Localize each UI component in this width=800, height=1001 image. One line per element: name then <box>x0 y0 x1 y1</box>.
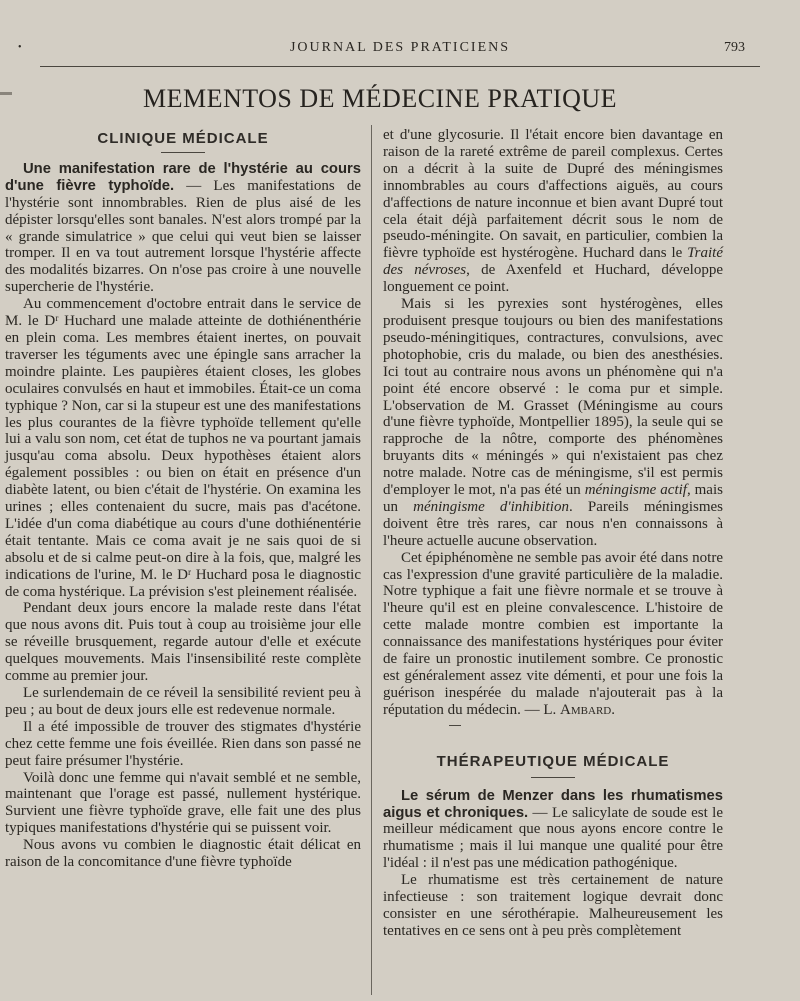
paragraph: Nous avons vu combien le diagnostic était délicat en raison de la concomitance d'une fièvre typhoïde <box>5 837 361 871</box>
page-number: 793 <box>724 40 745 55</box>
end-rule <box>449 725 461 726</box>
paragraph-text: , de Axenfeld et Huchard, développe longuement ce point. <box>383 262 723 296</box>
section-heading-therapeutique: THÉRAPEUTIQUE MÉDICALE <box>436 752 670 770</box>
paragraph <box>383 127 723 296</box>
paragraph-text: Mais si les pyrexies sont hystérogènes, elles produisent presque toujours ou bien des manifestations pseudo-méningitiques, contractures, convulsions, avec photophobie, cris du malade, ou bien des anesthésies. Ici tout au contraire nous avons un phénomène qui n'a point été encore observé : le coma pur et simple. L'observation de M. Grasset (Méningisme au cours d'une fièvre typhoïde, Montpellier 1895), la seule qui se rapproche de la nôtre, comporte des phénomènes bruyants dits « méningés » qui n'existaient pas chez notre malade. Notre cas de méningisme, s'il est permis d'employer le mot, n'a pas été un <box>383 296 723 499</box>
journal-title: JOURNAL DES PRATICIENS <box>289 40 511 55</box>
paragraph: Le rhumatisme est très certainement de nature infectieuse : son traitement logique devrait donc consister en une sérothérapie. Malheureusement les tentatives en ce sens ont à peu près complètement <box>383 872 723 939</box>
paragraph-text: — Le salicylate de soude est le meilleur médicament que nous ayons encore contre le rhumatisme ; mais il lui manque une qualité pour être l'idéal : il n'est pas une médication pathogénique. <box>383 804 723 872</box>
header-bullet: • <box>18 42 24 53</box>
paragraph <box>5 161 361 296</box>
paragraph-text: . <box>611 701 615 718</box>
paragraph <box>383 550 723 719</box>
paragraph: Il a été impossible de trouver des stigmates d'hystérie chez cette femme une fois éveillée. Rien dans son passé ne peut faire présumer l'hystérie. <box>5 718 361 769</box>
header-rule <box>40 66 760 67</box>
section-rule <box>531 777 575 778</box>
page-title: MEMENTOS DE MÉDECINE PRATIQUE <box>142 84 618 113</box>
paragraph-text: — Les manifestations de l'hystérie sont innombrables. Rien de plus aisé de les dépister lorsqu'elles sont banales. N'est alors trompé par la « grande simulatrice » que celui qui veut bien se laisser tromper. Il en va tout autrement lorsque l'hystérie affecte des modalités bizarres. On n'ose pas croire à une nouvelle supercherie de l'hystérie. <box>5 177 361 296</box>
paragraph <box>383 296 723 550</box>
section-heading-clinique: CLINIQUE MÉDICALE <box>97 130 269 147</box>
article-lead-title: Le sérum de Menzer dans les rhumatismes aigus et chroniques. <box>383 787 723 821</box>
paragraph-text: . Pareils méningismes doivent être très rares, car nous n'en connaissons à l'heure actuelle aucune observation. <box>383 498 723 549</box>
paragraph: Le surlendemain de ce réveil la sensibilité revient peu à peu ; au bout de deux jours elle est redevenue normale. <box>5 685 361 718</box>
paragraph <box>383 788 723 873</box>
italic-term: méningisme d'inhibition <box>413 498 569 515</box>
paragraph: Voilà donc une femme qui n'avait semblé et ne semble, maintenant que l'orage est passé, nullement hystérique. Survient une fièvre typhoïde grave, elle fait une des plus typiques manifestations d'hystérie qui se puissent voir. <box>5 769 361 837</box>
paragraph: Pendant deux jours encore la malade reste dans l'état que nous avons dit. Puis tout à coup au troisième jour elle se réveille brusquement, regarde autour d'elle et exécute quelques mouvements. Mais l'insensibilité reste complète comme au premier jour. <box>5 600 361 685</box>
article-lead-title: Une manifestation rare de l'hystérie au cours d'une fièvre typhoïde. <box>5 160 361 194</box>
paragraph: Au commencement d'octobre entrait dans le service de M. le Dʳ Huchard une malade atteinte de dothiénenthérie en plein coma. Les membres étaient inertes, on pouvait traverser les téguments avec une épingle sans arracher la moindre plainte. Les paupières étaient closes, les globes oculaires convulsés en haut et immobiles. Était-ce un coma typhique ? Non, car si la stupeur est une des manifestations les plus courantes de la fièvre typhoïde tellement qu'elle lui a valu son nom, cet état de tuphos ne va pourtant jamais jusqu'au coma absolu. Deux hypothèses étaient alors également possibles : ou bien on était en présence d'un diabète latent, ou bien c'était de l'hystérie. On examina les urines ; elles contenaient du sucre, mais pas d'acétone. L'idée d'un coma diabétique au cours d'une dothiénentérie était tentante. Mais ce coma avait je ne sais quoi de si absolu et de si calme peut-on dire à la fois, que, malgré les indications de l'urine, M. le Dʳ Huchard posa le diagnostic de coma hystérique. La prévision s'est pleinement réalisée. <box>5 296 361 600</box>
running-head <box>0 38 800 62</box>
section-rule <box>161 152 205 153</box>
author-signature: Ambard <box>560 701 612 718</box>
paragraph-text: Cet épiphénomène ne semble pas avoir été dans notre cas l'expression d'une gravité particulière de la maladie. Notre typhique a fait une fièvre normale et se trouve à l'heure qu'il est en pleine convalescence. L'histoire de cette malade montre combien est importante la connaissance des manifestations hystériques pour éviter de faire un pronostic inutilement sombre. Ce pronostic est généralement assez vite démenti, et pour une fois la guérison inespérée du malade n'ajouterait pas à la réputation du médecin. — L. <box>383 549 723 718</box>
column-divider <box>371 125 372 995</box>
left-column <box>5 127 361 871</box>
right-column <box>383 127 723 940</box>
book-title: Traité des névroses <box>383 245 723 279</box>
paragraph-text: , mais un <box>383 482 723 515</box>
italic-term: méningisme actif <box>584 482 687 499</box>
paragraph-text: et d'une glycosurie. Il l'était encore bien davantage en raison de la rareté extrême de pareil complexus. Certes on a décrit à la suite de Dupré des méningismes innombrables au cours d'affections aiguës, au cours d'affections de nature inconnue et bien avant Dupré tout cela était déjà parfaitement décrit sous le nom de pseudo-méningite. On savait, en particulier, combien la fièvre typhoïde est hystérogène. Huchard dans le <box>383 127 723 262</box>
